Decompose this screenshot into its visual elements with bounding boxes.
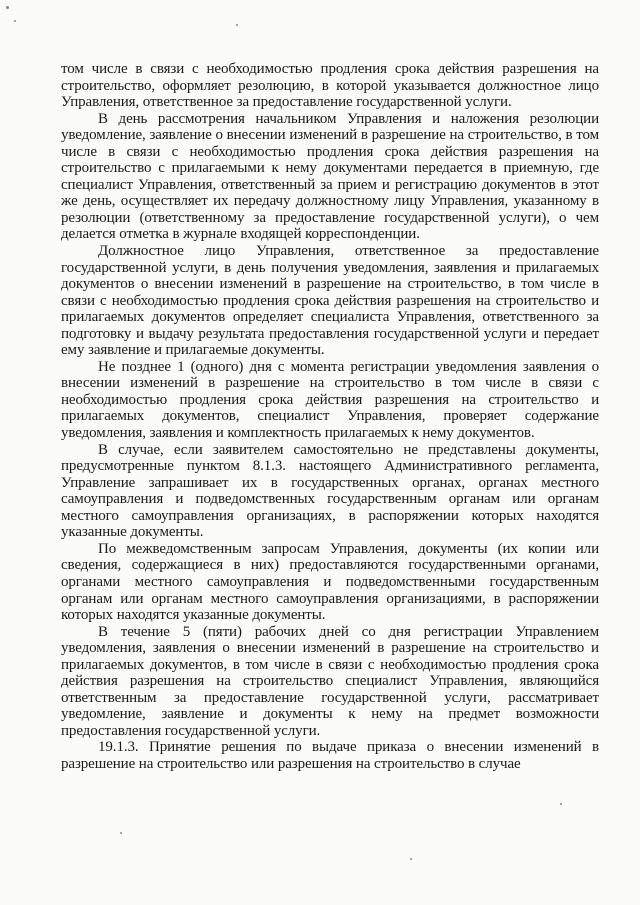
scan-speck (120, 832, 122, 834)
paragraph-interagency-requests: По межведомственным запросам Управления, документы (их копии или сведения, содержащиеся в них) предоставляются государственными органами, органами местного самоуправления и подведомственными государственным органам или органам местного самоуправления организациями, в распоряжении которых находятся указанные документы. (61, 540, 599, 624)
document-body (61, 61, 599, 773)
paragraph-documents-request: В случае, если заявителем самостоятельно не представлены документы, предусмотренные пунктом 8.1.3. настоящего Административного регламента, Управление запрашивает их в государственных органах, органах местного самоуправления и подведомственных государственным органам или органам местного самоуправления организациях, в распоряжении которых находятся указанные документы. (61, 441, 599, 541)
paragraph-section-19-1-3: 19.1.3. Принятие решения по выдаче приказа о внесении изменений в разрешение на строительство или разрешения на строительство в случае (61, 739, 599, 772)
paragraph-responsible-official: Должностное лицо Управления, ответственное за предоставление государственной услуги, в день получения уведомления, заявления и прилагаемых документов о внесении изменений в разрешение на строительство, в том числе в связи с необходимостью продления срока действия разрешения на строительство и прилагаемых документов определяет специалиста Управления, ответственного за подготовку и выдачу результата предоставления государственной услуги и передает ему заявление и прилагаемые документы. (61, 243, 599, 359)
scan-speck (14, 20, 16, 22)
scan-speck (410, 858, 412, 860)
scan-speck (6, 6, 9, 9)
paragraph-resolution-day: В день рассмотрения начальником Управления и наложения резолюции уведомление, заявление о внесении изменений в разрешение на строительство, в том числе в связи с необходимостью продления срока действия разрешения на строительство с прилагаемыми к нему документами передается в приемную, где специалист Управления, ответственный за прием и регистрацию документов в этот же день, осуществляет их передачу должностному лицу Управления, указанному в резолюции (ответственному за предоставление государственной услуги), о чем делается отметка в журнале входящей корреспонденции. (61, 110, 599, 243)
paragraph-continuation: том числе в связи с необходимостью продления срока действия разрешения на строительство, оформляет резолюцию, в которой указывается должностное лицо Управления, ответственное за предоставление государственной услуги. (61, 61, 599, 111)
scan-speck (236, 24, 238, 26)
paragraph-five-days-review: В течение 5 (пяти) рабочих дней со дня регистрации Управлением уведомления, заявления о внесении изменений в разрешение на строительство и прилагаемых документов, в том числе в связи с необходимостью продления срока действия разрешения на строительство специалист Управления, являющийся ответственным за предоставление государственной услуги, рассматривает уведомление, заявление и документы к нему на предмет возможности предоставления государственной услуги. (61, 623, 599, 739)
paragraph-one-day-check: Не позднее 1 (одного) дня с момента регистрации уведомления заявления о внесении изменений в разрешение на строительство в том числе в связи с необходимостью продления срока действия разрешения на строительство и прилагаемых документов, специалист Управления, проверяет содержание уведомления, заявления и комплектность прилагаемых к нему документов. (61, 358, 599, 442)
scan-speck (560, 803, 562, 805)
